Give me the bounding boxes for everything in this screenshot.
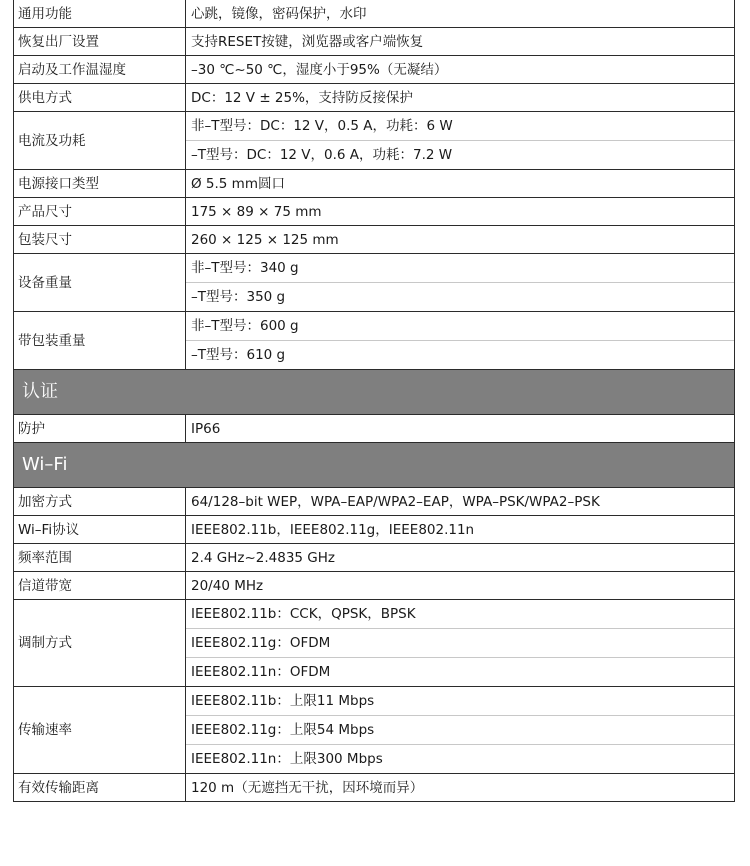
spec-label: 防护 [14,415,186,443]
spec-row [14,544,735,572]
spec-value: 2.4 GHz~2.4835 GHz [186,544,735,572]
spec-row [14,112,735,170]
spec-value-group [186,600,735,687]
spec-row [14,226,735,254]
spec-value: IEEE802.11b：CCK，QPSK，BPSK [186,600,734,629]
spec-value: IEEE802.11b：上限11 Mbps [186,687,734,716]
spec-row [14,774,735,802]
spec-value: 20/40 MHz [186,572,735,600]
spec-value: IEEE802.11b，IEEE802.11g，IEEE802.11n [186,516,735,544]
spec-value: IEEE802.11g：OFDM [186,629,734,658]
spec-value: –T型号：610 g [191,347,286,363]
spec-label: 启动及工作温湿度 [14,56,186,84]
spec-value: 64/128–bit WEP，WPA–EAP/WPA2–EAP，WPA–PSK/WPA2–PSK [186,488,735,516]
spec-value: –30 ℃~50 ℃，湿度小于95%（无凝结） [186,56,735,84]
spec-value-group [186,312,735,370]
spec-table [13,0,735,802]
spec-row [14,687,735,774]
spec-value: 非–T型号：340 g [186,254,734,283]
spec-value: –T型号：350 g [191,289,286,305]
spec-value-group [186,112,735,170]
spec-label: 加密方式 [14,488,186,516]
spec-label: 设备重量 [14,254,186,312]
spec-label: 通用功能 [14,0,186,28]
spec-label: 恢复出厂设置 [14,28,186,56]
section-title: 认证 [14,370,735,415]
spec-row [14,170,735,198]
spec-value: 心跳，镜像，密码保护，水印 [186,0,735,28]
spec-row [14,84,735,112]
spec-label: 调制方式 [14,600,186,687]
spec-label: 产品尺寸 [14,198,186,226]
spec-value: DC：12 V ± 25%，支持防反接保护 [186,84,735,112]
spec-label: Wi–Fi协议 [14,516,186,544]
spec-row [14,415,735,443]
spec-value: 175 × 89 × 75 mm [186,198,735,226]
spec-value: IEEE802.11n：OFDM [191,664,331,680]
spec-label: 电源接口类型 [14,170,186,198]
spec-value: Ø 5.5 mm圆口 [186,170,735,198]
spec-row [14,56,735,84]
spec-label: 频率范围 [14,544,186,572]
spec-value: 支持RESET按键，浏览器或客户端恢复 [186,28,735,56]
spec-row [14,28,735,56]
spec-label: 信道带宽 [14,572,186,600]
spec-value: –T型号：DC：12 V，0.6 A，功耗：7.2 W [191,147,453,163]
spec-value: IEEE802.11n：上限300 Mbps [191,751,383,767]
spec-label: 供电方式 [14,84,186,112]
spec-value: 非–T型号：600 g [186,312,734,341]
spec-label: 有效传输距离 [14,774,186,802]
spec-row [14,516,735,544]
spec-row [14,488,735,516]
spec-value: IP66 [186,415,735,443]
section-header-cert [14,370,735,415]
spec-row [14,198,735,226]
section-title: Wi–Fi [14,443,735,488]
spec-value: 260 × 125 × 125 mm [186,226,735,254]
spec-label: 包装尺寸 [14,226,186,254]
spec-row [14,312,735,370]
spec-value: IEEE802.11g：上限54 Mbps [186,716,734,745]
spec-value-group [186,254,735,312]
spec-label: 带包装重量 [14,312,186,370]
spec-label: 电流及功耗 [14,112,186,170]
spec-row [14,254,735,312]
spec-value: 非–T型号：DC：12 V，0.5 A，功耗：6 W [186,112,734,141]
spec-value: 120 m（无遮挡无干扰，因环境而异） [186,774,735,802]
section-header-wifi [14,443,735,488]
spec-value-group [186,687,735,774]
spec-row [14,600,735,687]
spec-row [14,0,735,28]
spec-label: 传输速率 [14,687,186,774]
spec-row [14,572,735,600]
